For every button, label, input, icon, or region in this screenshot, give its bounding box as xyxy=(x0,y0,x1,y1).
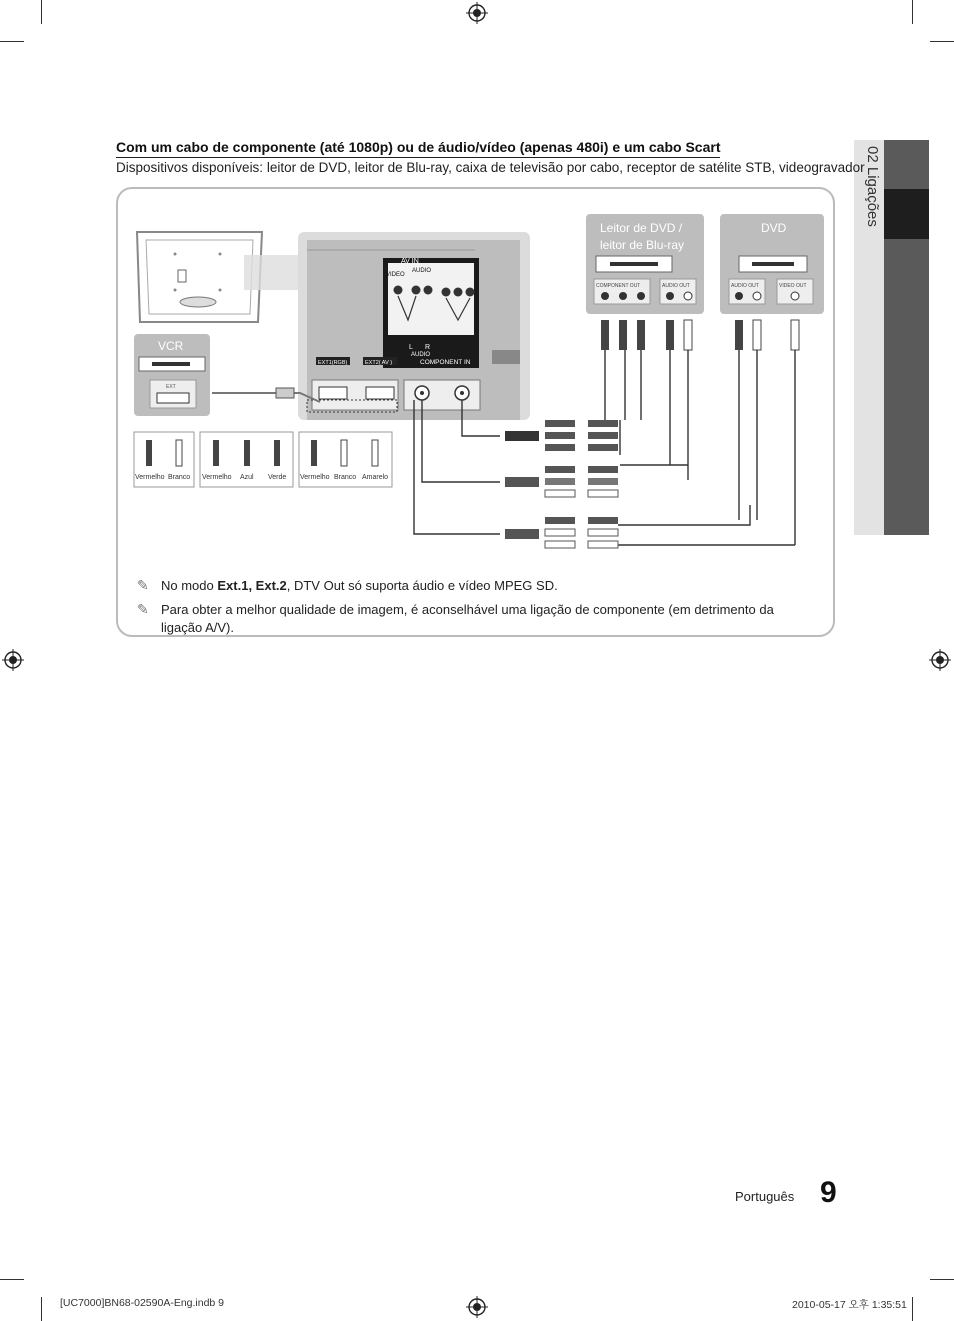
color-label: Branco xyxy=(334,474,357,481)
page-language: Português xyxy=(735,1189,795,1204)
footer-file: [UC7000]BN68-02590A-Eng.indb 9 xyxy=(60,1297,225,1309)
page-number: 9 xyxy=(820,1176,837,1209)
audio-out-2-label: AUDIO OUT xyxy=(731,283,759,289)
connection-diagram xyxy=(0,0,954,660)
color-label: Vermelho xyxy=(300,474,330,481)
note-component-quality: ✎ Para obter a melhor qualidade de imagem, é aconselhável uma ligação de componente (em detrimento da ligação A/V). xyxy=(137,601,774,635)
audio-label: AUDIO xyxy=(412,268,432,274)
component-in-label: COMPONENT IN xyxy=(420,359,471,366)
dvd-label: DVD xyxy=(761,221,787,235)
crop-mark xyxy=(41,1297,42,1321)
cable-legend-2 xyxy=(200,432,293,487)
device-plugs xyxy=(601,320,799,350)
note-ext-mode: ✎ No modo Ext.1, Ext.2, DTV Out só suporta áudio e vídeo MPEG SD. xyxy=(137,577,558,593)
port-l-label: L xyxy=(409,344,413,351)
dvd-bluray-label-1: Leitor de DVD / xyxy=(600,221,683,235)
cable-legend-3 xyxy=(299,432,392,487)
port-r-label: R xyxy=(425,344,431,351)
dvd-device xyxy=(720,214,824,314)
color-label: Azul xyxy=(240,474,254,481)
color-label: Vermelho xyxy=(135,474,165,481)
rca-cable-bundles xyxy=(505,420,618,548)
dvd-bluray-device xyxy=(586,214,704,314)
ext1-label: EXT1(RGB) xyxy=(318,360,348,366)
color-label: Branco xyxy=(168,474,191,481)
audio-lower-label: AUDIO xyxy=(411,352,431,358)
ext2-label: EXT2( AV ) xyxy=(365,360,393,366)
dvd-bluray-label-2: leitor de Blu-ray xyxy=(600,238,685,252)
vcr-device xyxy=(134,334,210,416)
av-in-label: AV IN xyxy=(401,258,419,265)
color-label: Verde xyxy=(268,474,287,481)
note-pen-icon: ✎ xyxy=(137,577,149,593)
video-out-label: VIDEO OUT xyxy=(779,283,807,289)
component-out-label: COMPONENT OUT xyxy=(596,283,641,289)
section-subtitle: Dispositivos disponíveis: leitor de DVD, leitor de Blu-ray, caixa de televisão por cabo, receptor de satélite STB, videogravador xyxy=(116,160,865,175)
vcr-label: VCR xyxy=(158,339,184,353)
video-label: VIDEO xyxy=(386,272,405,278)
audio-out-label: AUDIO OUT xyxy=(662,283,690,289)
note-pen-icon: ✎ xyxy=(137,601,149,617)
tv-back xyxy=(137,232,300,322)
crop-mark xyxy=(0,1279,24,1280)
footer-timestamp: 2010-05-17 오후 1:35:51 xyxy=(792,1299,907,1311)
vcr-ext-label: EXT xyxy=(166,384,176,390)
color-label: Amarelo xyxy=(362,474,389,481)
crop-mark xyxy=(930,1279,954,1280)
section-heading: Com um cabo de componente (até 1080p) ou de áudio/vídeo (apenas 480i) e um cabo Scart xyxy=(116,139,720,158)
chapter-label: 02 Ligações xyxy=(864,146,881,227)
registration-mark-icon xyxy=(466,1296,488,1318)
cable-legend-1 xyxy=(134,432,194,487)
tv-panel xyxy=(298,232,530,420)
crop-mark xyxy=(912,1297,913,1321)
color-label: Vermelho xyxy=(202,474,232,481)
